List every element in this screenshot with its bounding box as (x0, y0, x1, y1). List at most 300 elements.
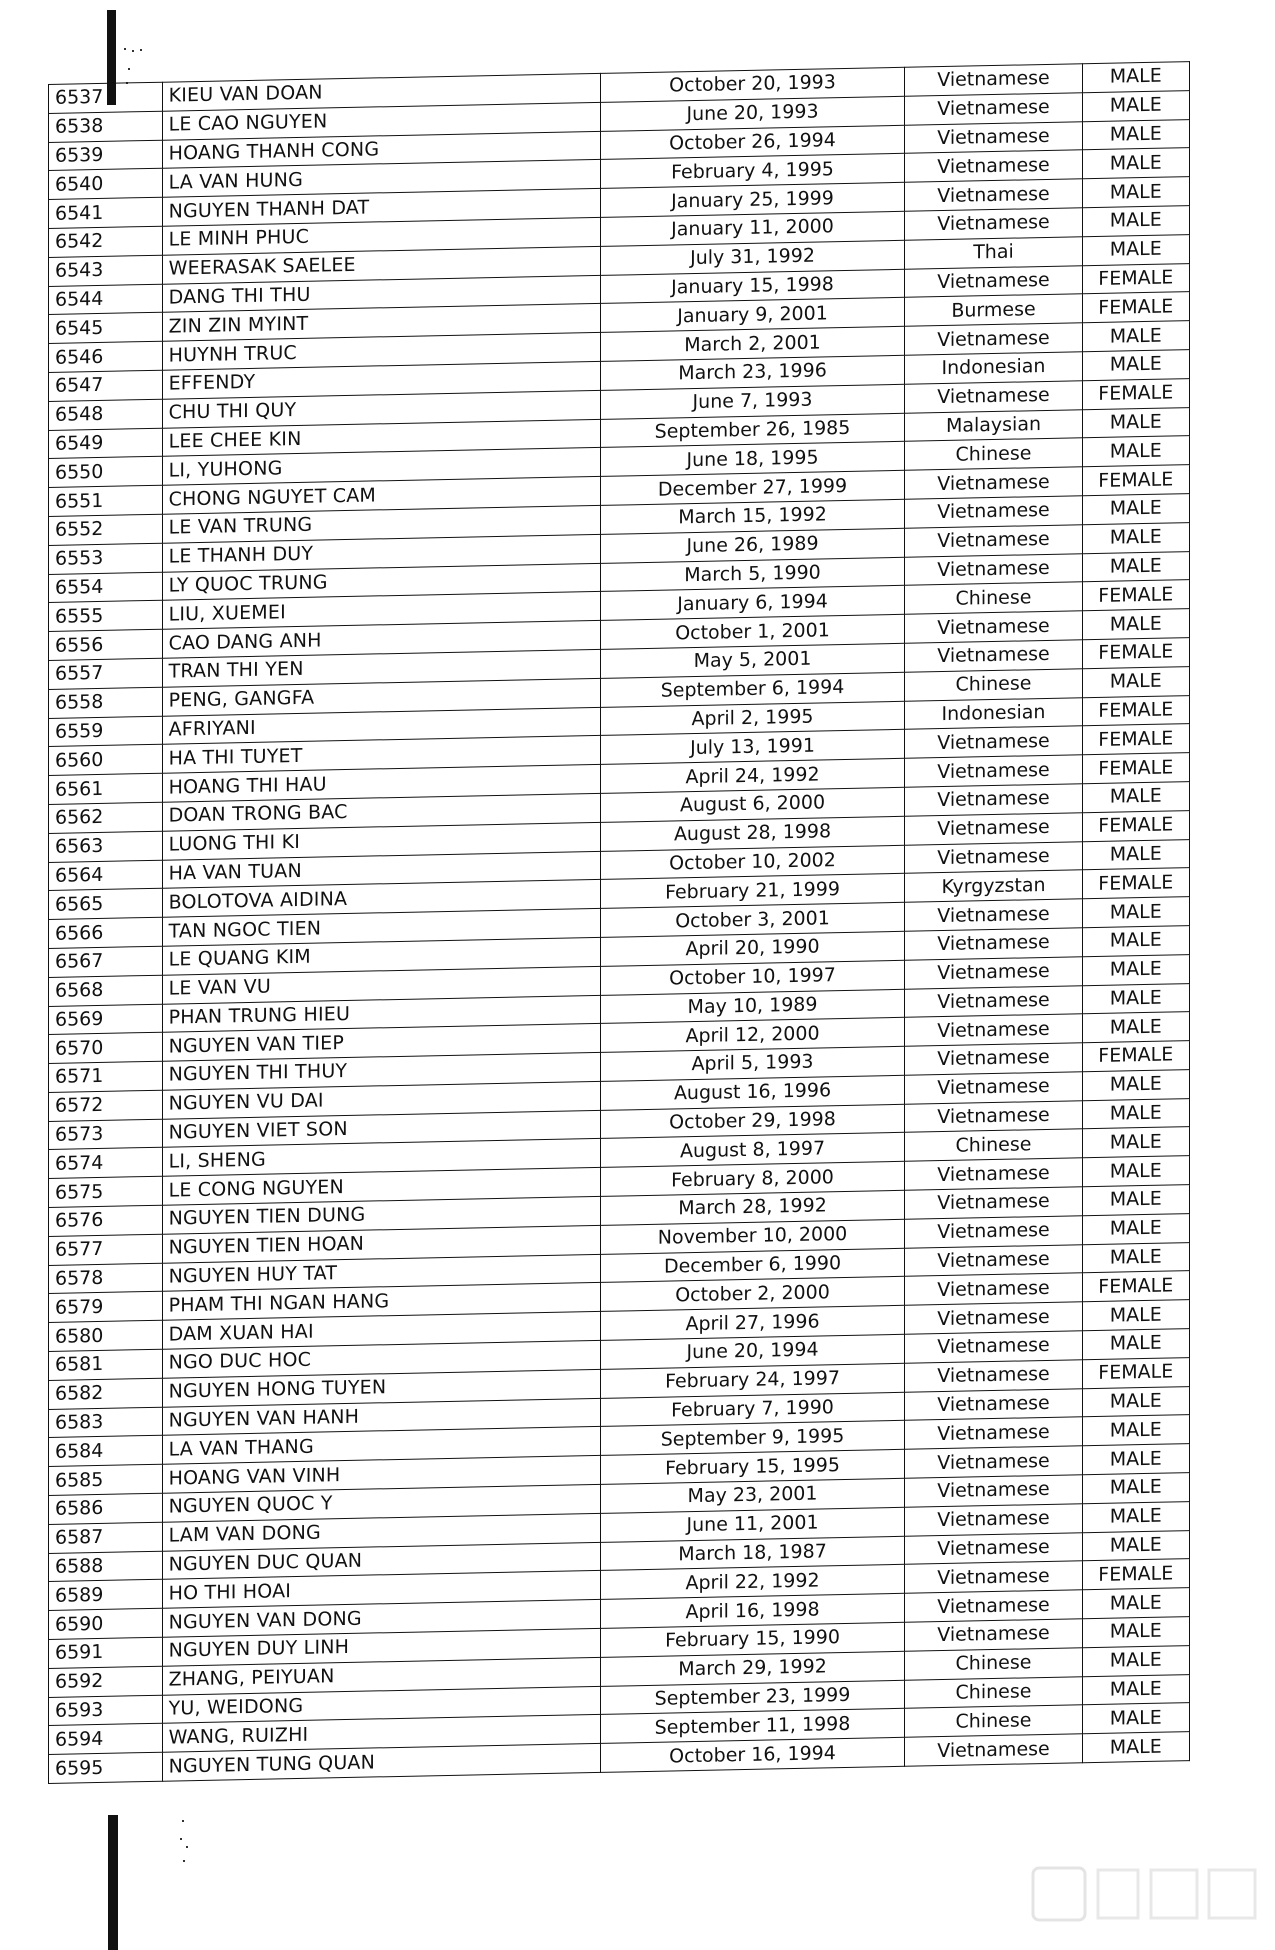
birth-date-cell: January 15, 1998 (600, 269, 905, 304)
birth-date-cell: December 6, 1990 (600, 1248, 905, 1283)
record-id-cell: 6587 (49, 1522, 163, 1553)
record-id-cell: 6585 (49, 1464, 163, 1495)
nationality-cell: Chinese (905, 1648, 1082, 1680)
nationality-cell: Vietnamese (905, 1100, 1082, 1132)
birth-date-cell: December 27, 1999 (600, 470, 905, 505)
nationality-cell: Vietnamese (905, 1043, 1082, 1075)
nationality-cell: Vietnamese (905, 524, 1082, 556)
record-id-cell: 6552 (49, 514, 163, 545)
birth-date-cell: February 24, 1997 (600, 1363, 905, 1398)
record-id-cell: 6574 (49, 1148, 163, 1179)
record-id-cell: 6564 (49, 860, 163, 891)
record-id-cell: 6579 (49, 1292, 163, 1323)
sex-cell: FEMALE (1082, 292, 1189, 323)
record-id-cell: 6563 (49, 831, 163, 862)
name-cell: HOANG VAN VINH (162, 1456, 600, 1494)
name-cell: NGUYEN VAN HANH (162, 1398, 600, 1436)
birth-date-cell: July 31, 1992 (600, 240, 905, 275)
name-cell: NGUYEN QUOC Y (162, 1484, 600, 1522)
sex-cell: MALE (1082, 1444, 1189, 1475)
name-cell: WANG, RUIZHI (162, 1715, 600, 1753)
sex-cell: MALE (1082, 1213, 1189, 1244)
record-id-cell: 6553 (49, 543, 163, 574)
birth-date-cell: October 2, 2000 (600, 1277, 905, 1312)
record-id-cell: 6568 (49, 975, 163, 1006)
name-cell: HA THI TUYET (162, 736, 600, 774)
binder-mark-bottom (108, 1815, 118, 1950)
nationality-cell: Vietnamese (905, 1417, 1082, 1449)
birth-date-cell: February 21, 1999 (600, 874, 905, 909)
sex-cell: FEMALE (1082, 1271, 1189, 1302)
name-cell: TRAN THI YEN (162, 649, 600, 687)
name-cell: HO THI HOAI (162, 1571, 600, 1609)
nationality-cell: Vietnamese (905, 726, 1082, 758)
birth-date-cell: June 20, 1993 (600, 96, 905, 131)
record-id-cell: 6540 (49, 169, 163, 200)
sex-cell: FEMALE (1082, 1041, 1189, 1072)
birth-date-cell: October 29, 1998 (600, 1104, 905, 1139)
name-cell: NGUYEN THANH DAT (162, 189, 600, 227)
name-cell: LE VAN VU (162, 966, 600, 1004)
birth-date-cell: March 5, 1990 (600, 557, 905, 592)
sex-cell: MALE (1082, 206, 1189, 237)
record-id-cell: 6571 (49, 1061, 163, 1092)
sex-cell: MALE (1082, 551, 1189, 582)
record-id-cell: 6549 (49, 428, 163, 459)
nationality-cell: Chinese (905, 438, 1082, 470)
nationality-cell: Chinese (905, 1129, 1082, 1161)
name-cell: NGUYEN TIEN DUNG (162, 1196, 600, 1234)
nationality-cell: Vietnamese (905, 1302, 1082, 1334)
nationality-cell: Vietnamese (905, 1187, 1082, 1219)
record-id-cell: 6584 (49, 1436, 163, 1467)
nationality-cell: Chinese (905, 1676, 1082, 1708)
name-cell: WEERASAK SAELEE (162, 246, 600, 284)
sex-cell: FEMALE (1082, 263, 1189, 294)
record-id-cell: 6590 (49, 1608, 163, 1639)
record-id-cell: 6551 (49, 485, 163, 516)
name-cell: LA VAN THANG (162, 1427, 600, 1465)
birth-date-cell: June 7, 1993 (600, 384, 905, 419)
record-id-cell: 6555 (49, 601, 163, 632)
record-id-cell: 6578 (49, 1263, 163, 1294)
nationality-cell: Vietnamese (905, 1360, 1082, 1392)
nationality-cell: Vietnamese (905, 1734, 1082, 1766)
sex-cell: MALE (1082, 90, 1189, 121)
sex-cell: MALE (1082, 1530, 1189, 1561)
record-id-cell: 6556 (49, 629, 163, 660)
nationality-cell: Vietnamese (905, 928, 1082, 960)
birth-date-cell: October 26, 1994 (600, 125, 905, 160)
name-cell: NGUYEN DUY LINH (162, 1628, 600, 1666)
sex-cell: MALE (1082, 1732, 1189, 1763)
nationality-cell: Vietnamese (905, 93, 1082, 125)
name-cell: NGUYEN VAN DONG (162, 1600, 600, 1638)
sex-cell: FEMALE (1082, 810, 1189, 841)
birth-date-cell: April 27, 1996 (600, 1306, 905, 1341)
sex-cell: FEMALE (1082, 753, 1189, 784)
sex-cell: FEMALE (1082, 465, 1189, 496)
record-id-cell: 6576 (49, 1205, 163, 1236)
sex-cell: MALE (1082, 897, 1189, 928)
birth-date-cell: June 26, 1989 (600, 528, 905, 563)
nationality-cell: Vietnamese (905, 841, 1082, 873)
record-id-cell: 6542 (49, 226, 163, 257)
name-cell: CHONG NGUYET CAM (162, 477, 600, 515)
name-cell: LE MINH PHUC (162, 217, 600, 255)
name-cell: DANG THI THU (162, 275, 600, 313)
record-id-cell: 6538 (49, 111, 163, 142)
nationality-cell: Vietnamese (905, 553, 1082, 585)
nationality-cell: Vietnamese (905, 755, 1082, 787)
name-cell: HOANG THANH CONG (162, 131, 600, 169)
birth-date-cell: September 11, 1998 (600, 1709, 905, 1744)
name-cell: HOANG THI HAU (162, 765, 600, 803)
name-cell: LUONG THI KI (162, 822, 600, 860)
sex-cell: MALE (1082, 494, 1189, 525)
nationality-cell: Vietnamese (905, 467, 1082, 499)
sex-cell: MALE (1082, 1098, 1189, 1129)
sex-cell: MALE (1082, 666, 1189, 697)
sex-cell: MALE (1082, 321, 1189, 352)
nationality-cell: Vietnamese (905, 496, 1082, 528)
sex-cell: MALE (1082, 1473, 1189, 1504)
name-cell: LE THANH DUY (162, 534, 600, 572)
record-id-cell: 6559 (49, 716, 163, 747)
sex-cell: MALE (1082, 1617, 1189, 1648)
name-cell: PHAM THI NGAN HANG (162, 1283, 600, 1321)
nationality-cell: Vietnamese (905, 640, 1082, 672)
nationality-cell: Vietnamese (905, 381, 1082, 413)
record-id-cell: 6581 (49, 1349, 163, 1380)
birth-date-cell: May 5, 2001 (600, 643, 905, 678)
name-cell: TAN NGOC TIEN (162, 909, 600, 947)
name-cell: BOLOTOVA AIDINA (162, 880, 600, 918)
nationality-cell: Vietnamese (905, 611, 1082, 643)
nationality-cell: Vietnamese (905, 1244, 1082, 1276)
name-cell: ZIN ZIN MYINT (162, 304, 600, 342)
record-id-cell: 6577 (49, 1234, 163, 1265)
sex-cell: MALE (1082, 407, 1189, 438)
sex-cell: MALE (1082, 1588, 1189, 1619)
watermark-logo (973, 1860, 1263, 1940)
nationality-cell: Vietnamese (905, 1561, 1082, 1593)
record-id-cell: 6580 (49, 1320, 163, 1351)
nationality-cell: Indonesian (905, 352, 1082, 384)
record-id-cell: 6557 (49, 658, 163, 689)
name-cell: LEE CHEE KIN (162, 419, 600, 457)
birth-date-cell: February 4, 1995 (600, 154, 905, 189)
birth-date-cell: April 16, 1998 (600, 1594, 905, 1629)
record-id-cell: 6558 (49, 687, 163, 718)
name-cell: ZHANG, PEIYUAN (162, 1657, 600, 1695)
name-cell: CAO DANG ANH (162, 621, 600, 659)
record-id-cell: 6583 (49, 1407, 163, 1438)
nationality-cell: Vietnamese (905, 1590, 1082, 1622)
sex-cell: MALE (1082, 1069, 1189, 1100)
record-id-cell: 6547 (49, 370, 163, 401)
record-id-cell: 6537 (49, 82, 163, 113)
birth-date-cell: May 23, 2001 (600, 1478, 905, 1513)
nationality-cell: Vietnamese (905, 1072, 1082, 1104)
sex-cell: MALE (1082, 119, 1189, 150)
birth-date-cell: July 13, 1991 (600, 730, 905, 765)
records-table (48, 61, 1190, 1784)
name-cell: HUYNH TRUC (162, 333, 600, 371)
name-cell: NGUYEN VIET SON (162, 1110, 600, 1148)
birth-date-cell: March 28, 1992 (600, 1190, 905, 1225)
name-cell: AFRIYANI (162, 707, 600, 745)
nationality-cell: Vietnamese (905, 1331, 1082, 1363)
nationality-cell: Vietnamese (905, 1504, 1082, 1536)
record-id-cell: 6595 (49, 1752, 163, 1783)
name-cell: NGUYEN HUY TAT (162, 1254, 600, 1292)
birth-date-cell: June 18, 1995 (600, 442, 905, 477)
nationality-cell: Vietnamese (905, 1475, 1082, 1507)
name-cell: DAM XUAN HAI (162, 1312, 600, 1350)
name-cell: NGUYEN VAN TIEP (162, 1024, 600, 1062)
record-sheet (48, 61, 1190, 1784)
birth-date-cell: February 8, 2000 (600, 1162, 905, 1197)
sex-cell: MALE (1082, 1156, 1189, 1187)
record-id-cell: 6593 (49, 1695, 163, 1726)
record-id-cell: 6546 (49, 341, 163, 372)
sex-cell: MALE (1082, 436, 1189, 467)
birth-date-cell: October 10, 2002 (600, 845, 905, 880)
sex-cell: MALE (1082, 1501, 1189, 1532)
birth-date-cell: January 6, 1994 (600, 586, 905, 621)
name-cell: EFFENDY (162, 361, 600, 399)
name-cell: NGUYEN TUNG QUAN (162, 1744, 600, 1782)
birth-date-cell: April 22, 1992 (600, 1565, 905, 1600)
sex-cell: MALE (1082, 1329, 1189, 1360)
name-cell: KIEU VAN DOAN (162, 73, 600, 111)
birth-date-cell: February 7, 1990 (600, 1392, 905, 1427)
record-id-cell: 6544 (49, 284, 163, 315)
name-cell: NGUYEN VU DAI (162, 1081, 600, 1119)
sex-cell: MALE (1082, 234, 1189, 265)
birth-date-cell: August 6, 2000 (600, 787, 905, 822)
birth-date-cell: January 9, 2001 (600, 298, 905, 333)
sex-cell: MALE (1082, 925, 1189, 956)
nationality-cell: Vietnamese (905, 1216, 1082, 1248)
sex-cell: MALE (1082, 1674, 1189, 1705)
nationality-cell: Vietnamese (905, 208, 1082, 240)
birth-date-cell: March 2, 2001 (600, 326, 905, 361)
name-cell: LI, SHENG (162, 1139, 600, 1177)
name-cell: LE QUANG KIM (162, 937, 600, 975)
sex-cell: MALE (1082, 1300, 1189, 1331)
name-cell: NGUYEN THI THUY (162, 1053, 600, 1091)
sex-cell: MALE (1082, 350, 1189, 381)
sex-cell: MALE (1082, 1242, 1189, 1273)
name-cell: CHU THI QUY (162, 390, 600, 428)
nationality-cell: Vietnamese (905, 899, 1082, 931)
sex-cell: MALE (1082, 522, 1189, 553)
name-cell: LE CONG NGUYEN (162, 1168, 600, 1206)
nationality-cell: Thai (905, 237, 1082, 269)
nationality-cell: Vietnamese (905, 812, 1082, 844)
birth-date-cell: February 15, 1995 (600, 1450, 905, 1485)
nationality-cell: Vietnamese (905, 64, 1082, 96)
nationality-cell: Vietnamese (905, 784, 1082, 816)
sex-cell: FEMALE (1082, 1357, 1189, 1388)
sex-cell: FEMALE (1082, 580, 1189, 611)
birth-date-cell: June 20, 1994 (600, 1334, 905, 1369)
record-id-cell: 6573 (49, 1119, 163, 1150)
birth-date-cell: October 20, 1993 (600, 67, 905, 102)
birth-date-cell: August 16, 1996 (600, 1075, 905, 1110)
sex-cell: MALE (1082, 1386, 1189, 1417)
name-cell: YU, WEIDONG (162, 1686, 600, 1724)
record-id-cell: 6554 (49, 572, 163, 603)
record-id-cell: 6567 (49, 946, 163, 977)
nationality-cell: Vietnamese (905, 121, 1082, 153)
name-cell: NGUYEN HONG TUYEN (162, 1369, 600, 1407)
nationality-cell: Vietnamese (905, 1158, 1082, 1190)
record-id-cell: 6548 (49, 399, 163, 430)
nationality-cell: Kyrgyzstan (905, 870, 1082, 902)
record-id-cell: 6550 (49, 457, 163, 488)
sex-cell: MALE (1082, 609, 1189, 640)
record-id-cell: 6572 (49, 1090, 163, 1121)
name-cell: NGUYEN DUC QUAN (162, 1542, 600, 1580)
record-id-cell: 6539 (49, 140, 163, 171)
name-cell: PENG, GANGFA (162, 678, 600, 716)
sex-cell: MALE (1082, 1645, 1189, 1676)
nationality-cell: Burmese (905, 294, 1082, 326)
sex-cell: MALE (1082, 1185, 1189, 1216)
birth-date-cell: January 25, 1999 (600, 182, 905, 217)
name-cell: LY QUOC TRUNG (162, 563, 600, 601)
birth-date-cell: April 2, 1995 (600, 701, 905, 736)
birth-date-cell: August 8, 1997 (600, 1133, 905, 1168)
sex-cell: MALE (1082, 782, 1189, 813)
sex-cell: FEMALE (1082, 378, 1189, 409)
nationality-cell: Vietnamese (905, 956, 1082, 988)
sex-cell: MALE (1082, 1415, 1189, 1446)
sex-cell: FEMALE (1082, 695, 1189, 726)
birth-date-cell: May 10, 1989 (600, 989, 905, 1024)
sex-cell: MALE (1082, 1703, 1189, 1734)
nationality-cell: Malaysian (905, 409, 1082, 441)
birth-date-cell: March 15, 1992 (600, 499, 905, 534)
nationality-cell: Chinese (905, 582, 1082, 614)
record-id-cell: 6565 (49, 889, 163, 920)
sex-cell: MALE (1082, 62, 1189, 93)
name-cell: LE CAO NGUYEN (162, 102, 600, 140)
nationality-cell: Vietnamese (905, 1014, 1082, 1046)
sex-cell: FEMALE (1082, 868, 1189, 899)
birth-date-cell: January 11, 2000 (600, 211, 905, 246)
birth-date-cell: October 3, 2001 (600, 902, 905, 937)
record-id-cell: 6569 (49, 1004, 163, 1035)
nationality-cell: Vietnamese (905, 323, 1082, 355)
name-cell: LIU, XUEMEI (162, 592, 600, 630)
nationality-cell: Vietnamese (905, 1619, 1082, 1651)
name-cell: DOAN TRONG BAC (162, 793, 600, 831)
record-id-cell: 6570 (49, 1033, 163, 1064)
record-id-cell: 6561 (49, 773, 163, 804)
nationality-cell: Chinese (905, 668, 1082, 700)
record-id-cell: 6592 (49, 1666, 163, 1697)
nationality-cell: Vietnamese (905, 179, 1082, 211)
birth-date-cell: March 18, 1987 (600, 1536, 905, 1571)
birth-date-cell: October 16, 1994 (600, 1738, 905, 1773)
nationality-cell: Chinese (905, 1705, 1082, 1737)
sex-cell: MALE (1082, 1012, 1189, 1043)
birth-date-cell: September 9, 1995 (600, 1421, 905, 1456)
record-id-cell: 6545 (49, 313, 163, 344)
sex-cell: MALE (1082, 954, 1189, 985)
nationality-cell: Vietnamese (905, 985, 1082, 1017)
name-cell: LA VAN HUNG (162, 160, 600, 198)
birth-date-cell: September 6, 1994 (600, 672, 905, 707)
record-id-cell: 6543 (49, 255, 163, 286)
name-cell: NGO DUC HOC (162, 1340, 600, 1378)
name-cell: LAM VAN DONG (162, 1513, 600, 1551)
name-cell: NGUYEN TIEN HOAN (162, 1225, 600, 1263)
birth-date-cell: April 20, 1990 (600, 931, 905, 966)
name-cell: HA VAN TUAN (162, 851, 600, 889)
name-cell: LI, YUHONG (162, 448, 600, 486)
record-id-cell: 6588 (49, 1551, 163, 1582)
scan-specks-bottom (178, 1820, 202, 1880)
record-id-cell: 6582 (49, 1378, 163, 1409)
birth-date-cell: August 28, 1998 (600, 816, 905, 851)
nationality-cell: Indonesian (905, 697, 1082, 729)
watermark-graphic (973, 1860, 1263, 1940)
record-id-cell: 6586 (49, 1493, 163, 1524)
name-cell: LE VAN TRUNG (162, 505, 600, 543)
birth-date-cell: February 15, 1990 (600, 1622, 905, 1657)
record-id-cell: 6589 (49, 1580, 163, 1611)
sex-cell: MALE (1082, 983, 1189, 1014)
birth-date-cell: September 23, 1999 (600, 1680, 905, 1715)
record-id-cell: 6575 (49, 1176, 163, 1207)
sex-cell: MALE (1082, 1127, 1189, 1158)
record-id-cell: 6562 (49, 802, 163, 833)
name-cell: PHAN TRUNG HIEU (162, 995, 600, 1033)
nationality-cell: Vietnamese (905, 1388, 1082, 1420)
birth-date-cell: April 5, 1993 (600, 1046, 905, 1081)
sex-cell: MALE (1082, 839, 1189, 870)
record-id-cell: 6591 (49, 1637, 163, 1668)
record-id-cell: 6594 (49, 1724, 163, 1755)
nationality-cell: Vietnamese (905, 1273, 1082, 1305)
nationality-cell: Vietnamese (905, 1532, 1082, 1564)
birth-date-cell: June 11, 2001 (600, 1507, 905, 1542)
birth-date-cell: October 1, 2001 (600, 614, 905, 649)
birth-date-cell: October 10, 1997 (600, 960, 905, 995)
birth-date-cell: November 10, 2000 (600, 1219, 905, 1254)
nationality-cell: Vietnamese (905, 150, 1082, 182)
birth-date-cell: April 24, 1992 (600, 758, 905, 793)
birth-date-cell: September 26, 1985 (600, 413, 905, 448)
sex-cell: FEMALE (1082, 724, 1189, 755)
sex-cell: MALE (1082, 148, 1189, 179)
record-id-cell: 6560 (49, 745, 163, 776)
sex-cell: FEMALE (1082, 638, 1189, 669)
sex-cell: FEMALE (1082, 1559, 1189, 1590)
birth-date-cell: March 23, 1996 (600, 355, 905, 390)
birth-date-cell: April 12, 2000 (600, 1018, 905, 1053)
birth-date-cell: March 29, 1992 (600, 1651, 905, 1686)
record-id-cell: 6566 (49, 917, 163, 948)
record-id-cell: 6541 (49, 197, 163, 228)
nationality-cell: Vietnamese (905, 1446, 1082, 1478)
sex-cell: MALE (1082, 177, 1189, 208)
